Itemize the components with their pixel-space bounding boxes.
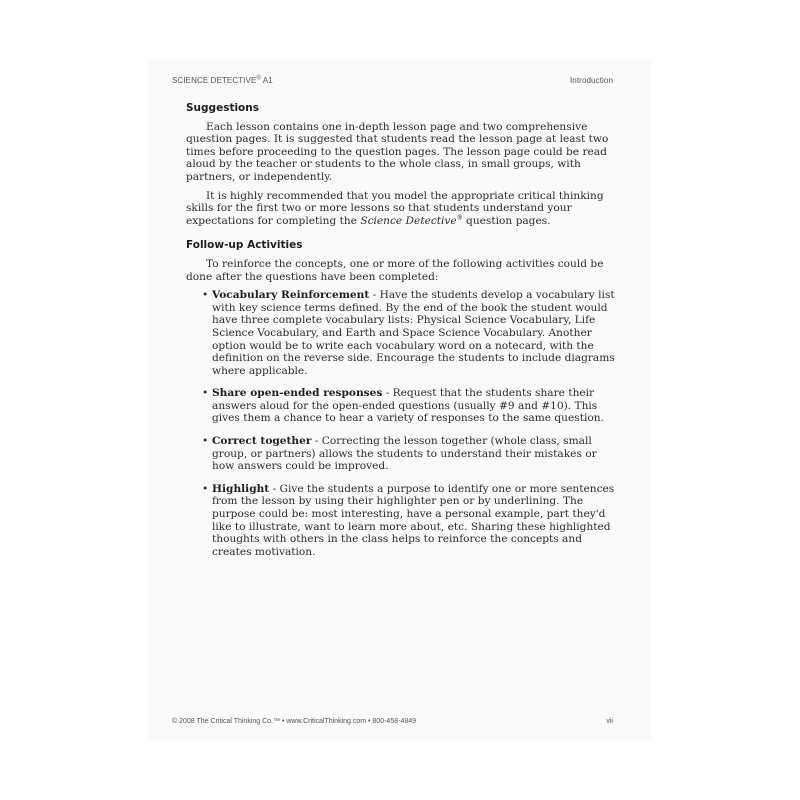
- activity-term: Share open-ended responses: [212, 387, 383, 400]
- activity-description: - Correcting the lesson together (whole class, small group, or partners) allows the students to understand their mistakes or how answers could be improved.: [212, 435, 597, 473]
- page-content: [186, 102, 616, 568]
- followup-heading: Follow-up Activities: [186, 239, 303, 252]
- followup-intro: To reinforce the concepts, one or more of the following activities could be done after the questions have been completed:: [186, 257, 604, 283]
- activity-item-correct: [202, 435, 616, 473]
- page-number: vii: [606, 718, 613, 725]
- section-name: Introduction: [569, 76, 613, 85]
- bullet-icon: •: [202, 387, 209, 400]
- running-header: [172, 76, 613, 85]
- activity-description: - Request that the students share their answers aloud for the open-ended questions (usually #9 and #10). This gives them a chance to hear a variety of responses to the same question.: [212, 387, 604, 425]
- activity-term: Vocabulary Reinforcement: [212, 289, 370, 302]
- activity-description: - Give the students a purpose to identify one or more sentences from the lesson by using their highlighter pen or by underlining. The purpose could be: most interesting, have a personal example, part they'd like to illustrate, want to learn more about, etc. Sharing these highlighted thoughts with others in the class helps to reinforce the concepts and creates motivation.: [212, 482, 615, 558]
- book-title: SCIENCE DETECTIVE® A1: [172, 75, 273, 85]
- suggestions-paragraph-2: It is highly recommended that you model the appropriate critical thinking skills for the first two or more lessons so that students understand your expectations for completing the Science Detective® question pages.: [186, 189, 604, 227]
- bullet-icon: •: [202, 289, 209, 302]
- document-page: [148, 60, 651, 740]
- activity-term: Correct together: [212, 435, 312, 448]
- activity-description: - Have the students develop a vocabulary list with key science terms defined. By the end of the book the student would have three complete vocabulary lists: Physical Science Vocabulary, Life Science Vocabulary, and Earth and Space Science Vocabulary. Another option would be to write each vocabulary word on a notecard, with the definition on the reverse side. Encourage the students to include diagrams where applicable.: [212, 289, 615, 377]
- activity-list: [186, 289, 616, 558]
- running-footer: [172, 718, 613, 725]
- suggestions-paragraph-1: Each lesson contains one in-depth lesson page and two comprehensive question pages. It is suggested that students read the lesson page at least two times before proceeding to the question pages. The lesson page could be read aloud by the teacher or students to the whole class, in small groups, with partners, or independently.: [186, 120, 609, 183]
- bullet-icon: •: [202, 482, 209, 495]
- activity-term: Highlight: [212, 482, 270, 495]
- activity-item-vocabulary: [202, 289, 616, 377]
- activity-item-highlight: [202, 482, 616, 559]
- copyright-line: © 2008 The Critical Thinking Co.™ • www.CriticalThinking.com • 800-458-4849: [172, 718, 417, 725]
- bullet-icon: •: [202, 435, 209, 448]
- activity-item-share: [202, 387, 616, 425]
- suggestions-heading: Suggestions: [186, 102, 259, 114]
